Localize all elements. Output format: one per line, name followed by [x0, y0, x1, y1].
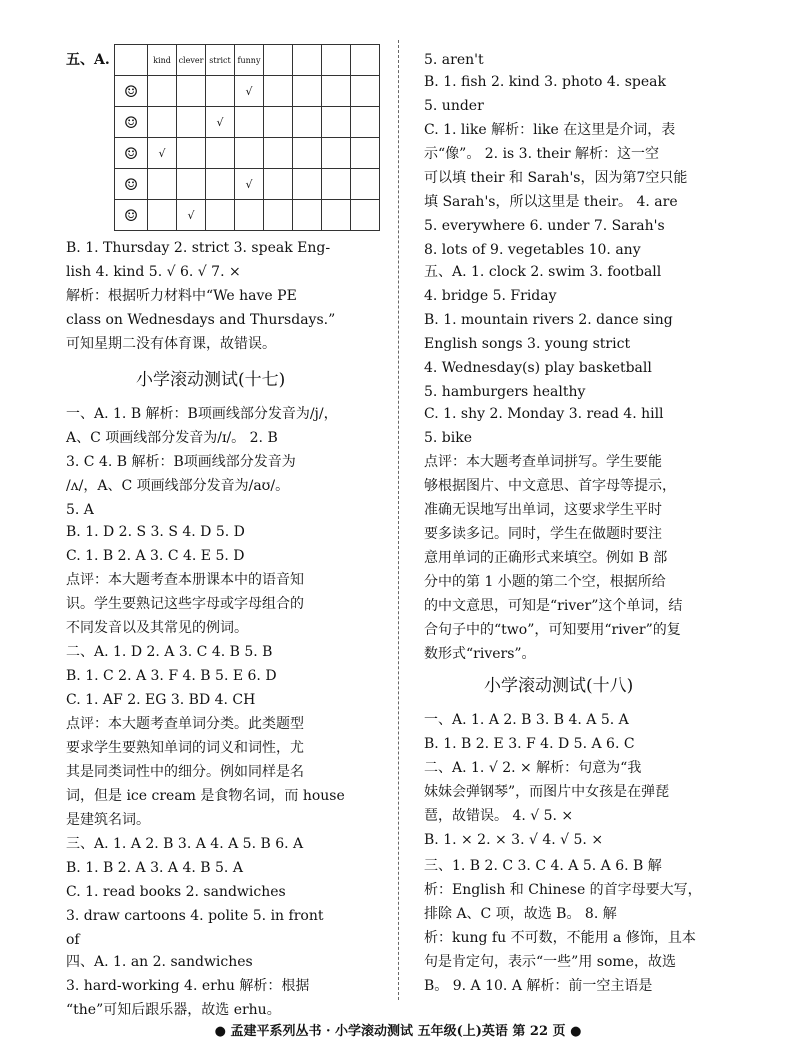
grid-cell: [235, 200, 264, 231]
answer-line: 4. bridge 5. Friday: [424, 288, 557, 304]
answer-line: C. 1. like 解析：like 在这里是介词，表: [424, 122, 676, 138]
grid-header: [322, 45, 351, 76]
person-picture: ☺: [115, 200, 148, 231]
answer-line: 可知星期二没有体育课，故错误。: [66, 336, 276, 352]
grid-cell: [206, 200, 235, 231]
answer-line: 5. A: [66, 502, 94, 518]
page-footer: ● 孟建平系列丛书 · 小学滚动测试 五年级(上)英语 第 22 页 ●: [214, 1024, 582, 1039]
answer-line: 够根据图片、中文意思、首字母等提示，: [424, 478, 676, 494]
answer-line: of: [66, 932, 80, 948]
grid-cell: [264, 169, 293, 200]
answer-line: 4. Wednesday(s) play basketball: [424, 360, 652, 376]
answer-line: 排除 A、C 项，故选 B。 8. 解: [424, 906, 617, 922]
answer-line: 三、A. 1. A 2. B 3. A 4. A 5. B 6. A: [66, 836, 304, 852]
grid-cell: [177, 138, 206, 169]
grid-header: strict: [206, 45, 235, 76]
answer-grid: [114, 44, 380, 231]
answer-line: 析：kung fu 不可数，不能用 a 修饰，且本: [424, 930, 696, 946]
grid-cell: [293, 169, 322, 200]
answer-line: C. 1. AF 2. EG 3. BD 4. CH: [66, 692, 256, 708]
answer-line: 词，但是 ice cream 是食物名词，而 house: [66, 788, 345, 804]
answer-line: 5. hamburgers healthy: [424, 384, 586, 400]
grid-header: [351, 45, 380, 76]
answer-line: 准确无误地写出单词，这要求学生平时: [424, 502, 662, 518]
answer-line: 识。学生要熟记这些字母或字母组合的: [66, 596, 304, 612]
answer-line: 解析：根据听力材料中“We have PE: [66, 288, 297, 304]
answer-line: B. 1. D 2. S 3. S 4. D 5. D: [66, 524, 245, 540]
answer-line: 分中的第 1 小题的第二个空，根据所给: [424, 574, 666, 590]
answer-line: 句是肯定句，表示“一些”用 some，故选: [424, 954, 676, 970]
grid-cell: [293, 107, 322, 138]
grid-cell: [206, 76, 235, 107]
answer-line: 可以填 their 和 Sarah's，因为第7空只能: [424, 170, 688, 186]
grid-cell: [264, 200, 293, 231]
grid-cell: [293, 200, 322, 231]
person-picture: ☺: [115, 169, 148, 200]
answer-line: “the”可知后跟乐器，故选 erhu。: [66, 1002, 281, 1018]
grid-cell: [264, 76, 293, 107]
answer-line: 5. bike: [424, 430, 473, 446]
answer-line: 其是同类词性中的细分。例如同样是名: [66, 764, 304, 780]
grid-cell: [177, 169, 206, 200]
grid-cell: [235, 107, 264, 138]
grid-cell: [351, 107, 380, 138]
grid-header: funny: [235, 45, 264, 76]
grid-cell: [351, 76, 380, 107]
answer-line: B. 1. B 2. E 3. F 4. D 5. A 6. C: [424, 736, 635, 752]
answer-line: 3. C 4. B 解析：B项画线部分发音为: [66, 454, 296, 470]
answer-line: 5. aren't: [424, 52, 484, 68]
grid-cell: [148, 200, 177, 231]
grid-cell: [351, 200, 380, 231]
person-picture: ☺: [115, 138, 148, 169]
answer-line: English songs 3. young strict: [424, 336, 631, 352]
grid-cell: [206, 138, 235, 169]
answer-line: 8. lots of 9. vegetables 10. any: [424, 242, 641, 258]
answer-line: 二、A. 1. D 2. A 3. C 4. B 5. B: [66, 644, 273, 660]
answer-line: C. 1. B 2. A 3. C 4. E 5. D: [66, 548, 245, 564]
answer-line: 点评：本大题考查单词拼写。学生要能: [424, 454, 662, 470]
answer-line: 二、A. 1. √ 2. × 解析：句意为“我: [424, 760, 642, 776]
answer-line: lish 4. kind 5. √ 6. √ 7. ×: [66, 264, 241, 280]
column-divider: [398, 40, 399, 1000]
grid-cell: [264, 138, 293, 169]
answer-line: 意用单词的正确形式来填空。例如 B 部: [424, 550, 668, 566]
answer-line: 3. hard-working 4. erhu 解析：根据: [66, 978, 310, 994]
grid-cell: [148, 169, 177, 200]
answer-line: A、C 项画线部分发音为/ɪ/。 2. B: [66, 430, 278, 446]
answer-line: 一、A. 1. B 解析：B项画线部分发音为/j/，: [66, 406, 338, 422]
answer-line: 点评：本大题考查单词分类。此类题型: [66, 716, 304, 732]
answer-line: C. 1. read books 2. sandwiches: [66, 884, 286, 900]
answer-line: 要多读多记。同时，学生在做题时要注: [424, 526, 662, 542]
answer-line: B. 1. × 2. × 3. √ 4. √ 5. ×: [424, 832, 604, 848]
section-title: 小学滚动测试(十七): [136, 370, 286, 390]
grid-cell: [206, 169, 235, 200]
answer-line: 点评：本大题考查本册课本中的语音知: [66, 572, 304, 588]
grid-cell: √: [206, 107, 235, 138]
grid-cell: √: [235, 76, 264, 107]
answer-line: 五、A. 1. clock 2. swim 3. football: [424, 264, 662, 280]
grid-cell: [322, 200, 351, 231]
answer-line: 填 Sarah's，所以这里是 their。 4. are: [424, 194, 678, 210]
grid-cell: [148, 107, 177, 138]
answer-line: B. 1. Thursday 2. strict 3. speak Eng-: [66, 240, 331, 256]
answer-line: 3. draw cartoons 4. polite 5. in front: [66, 908, 324, 924]
answer-line: B. 1. C 2. A 3. F 4. B 5. E 6. D: [66, 668, 277, 684]
grid-cell: [293, 76, 322, 107]
grid-cell: √: [177, 200, 206, 231]
answer-line: B。 9. A 10. A 解析：前一空主语是: [424, 978, 653, 994]
grid-cell: [177, 107, 206, 138]
grid-cell: [322, 107, 351, 138]
grid-cell: [235, 138, 264, 169]
answer-line: C. 1. shy 2. Monday 3. read 4. hill: [424, 406, 664, 422]
person-picture: ☺: [115, 107, 148, 138]
grid-cell: [177, 76, 206, 107]
answer-line: 三、1. B 2. C 3. C 4. A 5. A 6. B 解: [424, 858, 662, 874]
answer-line: B. 1. fish 2. kind 3. photo 4. speak: [424, 74, 666, 90]
answer-line: 要求学生要熟知单词的词义和词性，尤: [66, 740, 304, 756]
answer-line: B. 1. mountain rivers 2. dance sing: [424, 312, 673, 328]
answer-line: 不同发音以及其常见的例词。: [66, 620, 248, 636]
grid-cell: [351, 169, 380, 200]
answer-line: 一、A. 1. A 2. B 3. B 4. A 5. A: [424, 712, 629, 728]
grid-header: [293, 45, 322, 76]
answer-line: B. 1. B 2. A 3. A 4. B 5. A: [66, 860, 243, 876]
grid-cell: [322, 169, 351, 200]
answer-line: 的中文意思，可知是“river”这个单词，结: [424, 598, 683, 614]
answer-line: /ʌ/，A、C 项画线部分发音为/aʊ/。: [66, 478, 290, 494]
answer-line: 妹妹会弹钢琴”，而图片中女孩是在弹琵: [424, 784, 670, 800]
grid-cell: [293, 138, 322, 169]
grid-cell: [351, 138, 380, 169]
grid-header: kind: [148, 45, 177, 76]
answer-line: 合句子中的“two”，可知要用“river”的复: [424, 622, 681, 638]
grid-header: [264, 45, 293, 76]
answer-line: 析：English 和 Chinese 的首字母要大写，: [424, 882, 702, 898]
grid-cell: [264, 107, 293, 138]
grid-header: clever: [177, 45, 206, 76]
grid-cell: [148, 76, 177, 107]
answer-line: 是建筑名词。: [66, 812, 150, 828]
answer-line: 五、A.: [66, 52, 110, 68]
answer-line: 四、A. 1. an 2. sandwiches: [66, 954, 253, 970]
grid-cell: √: [148, 138, 177, 169]
answer-line: 示“像”。 2. is 3. their 解析：这一空: [424, 146, 660, 162]
person-picture: ☺: [115, 76, 148, 107]
answer-line: 数形式“rivers”。: [424, 646, 536, 662]
grid-cell: [322, 76, 351, 107]
answer-line: class on Wednesdays and Thursdays.”: [66, 312, 336, 328]
grid-cell: √: [235, 169, 264, 200]
answer-line: 琶，故错误。 4. √ 5. ×: [424, 808, 574, 824]
section-title: 小学滚动测试(十八): [484, 676, 634, 696]
grid-cell: [322, 138, 351, 169]
answer-line: 5. under: [424, 98, 484, 114]
answer-line: 5. everywhere 6. under 7. Sarah's: [424, 218, 665, 234]
